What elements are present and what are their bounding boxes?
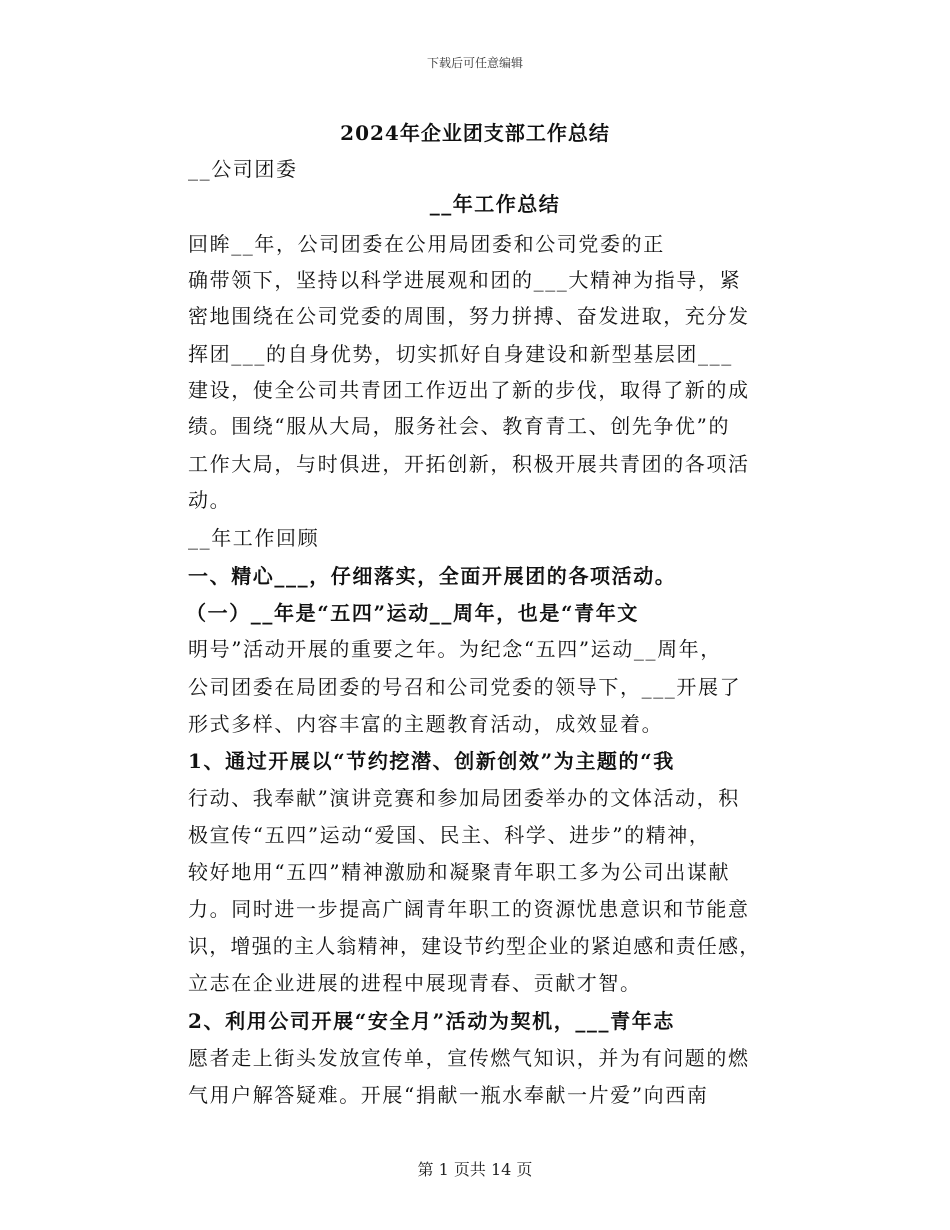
section-heading: 一、精心___，仔细落实，全面开展团的各项活动。	[188, 564, 677, 588]
body-line: 绩。围绕“服从大局，服务社会、教育青工、创先争优”的	[188, 414, 731, 438]
body-line: 确带领下，坚持以科学进展观和团的___大精神为指导，紧	[188, 268, 742, 292]
body-line: 识，增强的主人翁精神，建设节约型企业的紧迫感和责任感，	[188, 934, 761, 958]
body-line: 形式多样、内容丰富的主题教育活动，成效显着。	[188, 712, 664, 736]
body-line: 明号”活动开展的重要之年。为纪念“五四”运动__周年，	[188, 637, 722, 661]
page-footer: 第 1 页共 14 页	[417, 1160, 533, 1179]
document-title: 2024年企业团支部工作总结	[340, 121, 610, 145]
body-line: 工作大局，与时俱进，开拓创新，积极开展共青团的各项活	[188, 452, 750, 476]
body-line: 动。	[188, 488, 232, 512]
body-line: 挥团___的自身优势，切实抓好自身建设和新型基层团___	[188, 342, 733, 366]
body-line: 极宣传“五四”运动“爱国、民主、科学、进步”的精神，	[188, 823, 711, 847]
item-heading: 1、通过开展以“节约挖潜、创新创效”为主题的“我	[188, 749, 675, 773]
body-line: 公司团委在局团委的号召和公司党委的领导下，___开展了	[188, 675, 742, 699]
body-line: 密地围绕在公司党委的周围，努力拼搏、奋发进取，充分发	[188, 304, 750, 328]
document-subtitle: __年工作总结	[429, 192, 561, 216]
subsection-heading: （一）__年是“五四”运动__周年，也是“青年文	[186, 601, 639, 625]
item-heading: 2、利用公司开展“安全月”活动为契机，___青年志	[188, 1009, 675, 1033]
section-heading: __年工作回顾	[188, 526, 320, 550]
body-line: 行动、我奉献”演讲竞赛和参加局团委举办的文体活动，积	[188, 786, 740, 810]
body-line: 回眸__年，公司团委在公用局团委和公司党委的正	[188, 232, 665, 256]
org-line: __公司团委	[188, 157, 298, 181]
body-line: 立志在企业进展的进程中展现青春、贡献才智。	[188, 971, 642, 995]
page-header-note: 下载后可任意编辑	[426, 56, 523, 70]
body-line: 气用户解答疑难。开展“捐献一瓶水奉献一片爱”向西南	[188, 1083, 709, 1107]
body-line: 建设，使全公司共青团工作迈出了新的步伐，取得了新的成	[188, 378, 750, 402]
body-line: 力。同时进一步提高广阔青年职工的资源忧患意识和节能意	[188, 897, 750, 921]
body-line: 愿者走上街头发放宣传单，宣传燃气知识，并为有问题的燃	[188, 1046, 750, 1070]
body-line: 较好地用“五四”精神激励和凝聚青年职工多为公司出谋献	[188, 860, 731, 884]
